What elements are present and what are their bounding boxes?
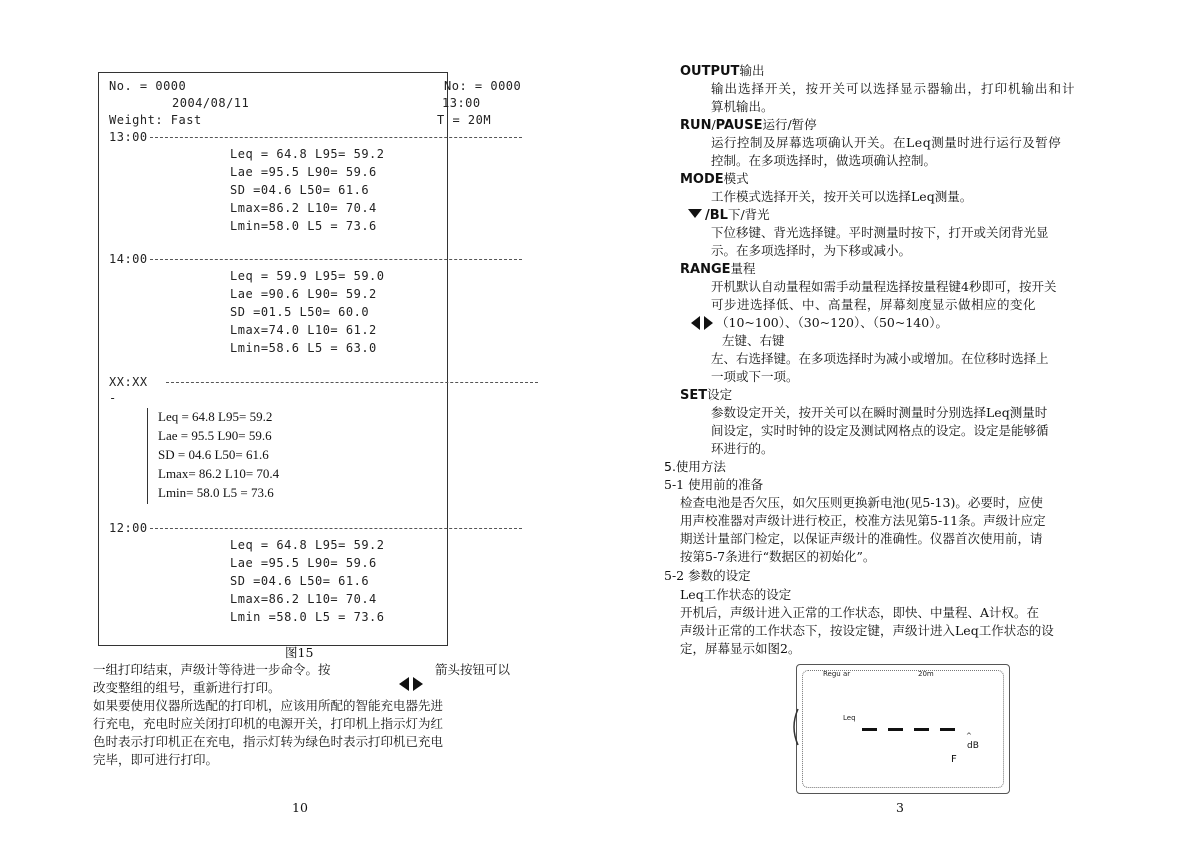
reading-row: Lae =95.5 L90= 59.6	[230, 556, 377, 570]
left-right-arrow-icon	[398, 676, 424, 692]
paragraph-line: 输出选择开关，按开关可以选择显示器输出，打印机输出和计	[711, 81, 1076, 96]
paragraph-line: 用声校准器对声级计进行校正，校准方法见第5-11条。声级计应定	[680, 513, 1046, 528]
reading-row: SD = 04.6 L50= 61.6	[158, 447, 269, 462]
paragraph-line: 环进行的。	[711, 441, 774, 456]
down-arrow-icon	[688, 209, 702, 219]
screen-leq-label: Leq	[843, 714, 856, 722]
reading-row: Lmin= 58.0 L5 = 73.6	[158, 485, 274, 500]
screen-dash	[862, 728, 877, 731]
paragraph-line: 色时表示打印机正在充电，指示灯转为绿色时表示打印机已充电	[93, 734, 444, 749]
printout-no-right: No: = 0000	[444, 79, 522, 93]
range-title: 量程	[730, 261, 756, 276]
mode-title: 模式	[723, 171, 749, 186]
separator-line	[150, 137, 522, 138]
paragraph-line: 开机后，声级计进入正常的工作状态，即快、中量程、A计权。在	[680, 605, 1040, 620]
left-right-arrow-icon	[690, 316, 714, 330]
paragraph-line: 间设定，实时时钟的设定及测试网格点的设定。设定是能够循	[711, 423, 1049, 438]
block-1200-label: 12:00	[109, 521, 148, 535]
paragraph-line: 控制。在多项选择时，做选项确认控制。	[711, 153, 937, 168]
paragraph-line: 参数设定开关，按开关可以在瞬时测量时分别选择Leq测量时	[711, 405, 1048, 420]
reading-row: SD =01.5 L50= 60.0	[230, 305, 370, 319]
printout-weight: Weight: Fast	[109, 113, 202, 127]
output-key: OUTPUT	[680, 64, 740, 79]
paragraph-line: 可步进选择低、中、高量程，屏幕刻度显示做相应的变化	[711, 297, 1037, 312]
paragraph-line: 开机默认自动量程如需手动量程选择按量程键4秒即可，按开关	[711, 279, 1057, 294]
output-heading	[680, 61, 764, 79]
page-number-left: 10	[292, 800, 308, 815]
block-xx-label: XX:XX	[109, 375, 148, 389]
run-pause-title: 运行/暂停	[762, 117, 817, 132]
separator-line	[150, 528, 522, 529]
output-title: 输出	[739, 63, 765, 78]
reading-row: Lmin =58.0 L5 = 73.6	[230, 610, 385, 624]
paragraph-line: 箭头按钮可以	[435, 662, 511, 677]
paragraph-line: 一组打印结束，声级计等待进一步命令。按	[93, 662, 331, 677]
down-bl-heading	[705, 205, 770, 223]
paragraph-line: 算机输出。	[711, 99, 774, 114]
set-heading	[680, 385, 732, 403]
reading-row: Lae =95.5 L90= 59.6	[230, 165, 377, 179]
subsection-heading: 5-2 参数的设定	[664, 568, 751, 583]
paragraph-line: 检查电池是否欠压，如欠压则更换新电池(见5-13)。必要时，应使	[680, 495, 1043, 510]
block-1400-label: 14:00	[109, 252, 148, 266]
leq-state-title: Leq工作状态的设定	[680, 587, 792, 602]
reading-row: Lmax=86.2 L10= 70.4	[230, 201, 377, 215]
screen-weight-label: F	[951, 754, 957, 765]
section-heading: 5.使用方法	[664, 459, 726, 474]
range-values-line: （10~100）、（30~120）、（50~140）。	[716, 315, 948, 330]
screen-unit-label: dB	[967, 741, 979, 751]
down-bl-title: 下/背光	[727, 207, 770, 222]
paragraph-line: 工作模式选择开关，按开关可以选择Leq测量。	[711, 189, 973, 204]
reading-row: Leq = 64.8 L95= 59.2	[230, 147, 385, 161]
run-pause-heading	[680, 115, 817, 133]
lcd-screen-figure	[796, 664, 1010, 794]
slash: /	[711, 117, 716, 132]
screen-dash	[914, 728, 929, 731]
left-right-title: 左键、右键	[722, 333, 785, 348]
paragraph-line: 左、右选择键。在多项选择时为减小或增加。在位移时选择上	[711, 351, 1049, 366]
paragraph-line: 完毕，即可进行打印。	[93, 752, 219, 767]
down-bl-key: /BL	[705, 208, 728, 223]
reading-row: Leq = 59.9 L95= 59.0	[230, 269, 385, 283]
screen-dash	[940, 728, 955, 731]
paragraph-line: 一项或下一项。	[711, 369, 799, 384]
reading-row: Lae =90.6 L90= 59.2	[230, 287, 377, 301]
paragraph-line: 定，屏幕显示如图2。	[680, 641, 801, 656]
paragraph-line: 声级计正常的工作状态下，按设定键，声级计进入Leq工作状态的设	[680, 623, 1054, 638]
lcd-screen-inner	[802, 670, 1004, 788]
paragraph-line: 改变整组的组号，重新进行打印。	[93, 680, 281, 695]
reading-row: Lmax=86.2 L10= 70.4	[230, 592, 377, 606]
mode-key: MODE	[680, 172, 724, 187]
set-title: 设定	[707, 387, 733, 402]
reading-row: SD =04.6 L50= 61.6	[230, 574, 370, 588]
paragraph-line: 期送计量部门检定，以保证声级计的准确性。仪器首次使用前，请	[680, 531, 1043, 546]
reading-row: SD =04.6 L50= 61.6	[230, 183, 370, 197]
printout-t: T = 20M	[437, 113, 492, 127]
separator-line	[150, 259, 522, 260]
screen-caret: ^	[966, 732, 972, 740]
margin-bar	[147, 408, 148, 504]
figure-caption: 图15	[285, 645, 314, 660]
reading-row: Lmin=58.6 L5 = 63.0	[230, 341, 377, 355]
paragraph-line: 下位移键、背光选择键。平时测量时按下，打开或关闭背光显	[711, 225, 1049, 240]
mode-heading	[680, 169, 749, 187]
screen-top-left-label: Regu ar	[823, 670, 851, 678]
reading-row: Lmax=74.0 L10= 61.2	[230, 323, 377, 337]
paragraph-line: 运行控制及屏幕选项确认开关。在Leq测量时进行运行及暂停	[711, 135, 1062, 150]
pause-key: PAUSE	[715, 118, 763, 133]
reading-row: Leq = 64.8 L95= 59.2	[230, 538, 385, 552]
screen-dash	[888, 728, 903, 731]
reading-row: Lmin=58.0 L5 = 73.6	[230, 219, 377, 233]
paragraph-line: 示。在多项选择时，为下移或减小。	[711, 243, 912, 258]
separator-line	[166, 382, 538, 383]
subsection-heading: 5-1 使用前的准备	[664, 477, 764, 492]
reading-row: Leq = 64.8 L95= 59.2	[158, 409, 273, 424]
printout-date: 2004/08/11	[172, 96, 250, 110]
paragraph-line: 行充电，充电时应关闭打印机的电源开关，打印机上指示灯为红	[93, 716, 444, 731]
set-key: SET	[680, 388, 708, 403]
reading-row: Lmax= 86.2 L10= 70.4	[158, 466, 280, 481]
range-heading	[680, 259, 756, 277]
paragraph-line: 如果要使用仪器所选配的打印机，应该用所配的智能充电器先进	[93, 698, 444, 713]
block-xx-dash-tail: -	[109, 391, 117, 405]
screen-bracket-icon	[789, 708, 799, 746]
block-1300-label: 13:00	[109, 130, 148, 144]
screen-top-right-label: 20m	[918, 670, 934, 678]
paragraph-line: 按第5-7条进行“数据区的初始化”。	[680, 549, 876, 564]
printout-time: 13:00	[442, 96, 481, 110]
run-key: RUN	[680, 118, 712, 133]
printout-no-left: No. = 0000	[109, 79, 187, 93]
range-key: RANGE	[680, 262, 731, 277]
reading-row: Lae = 95.5 L90= 59.6	[158, 428, 272, 443]
page-number-right: 3	[896, 800, 904, 815]
